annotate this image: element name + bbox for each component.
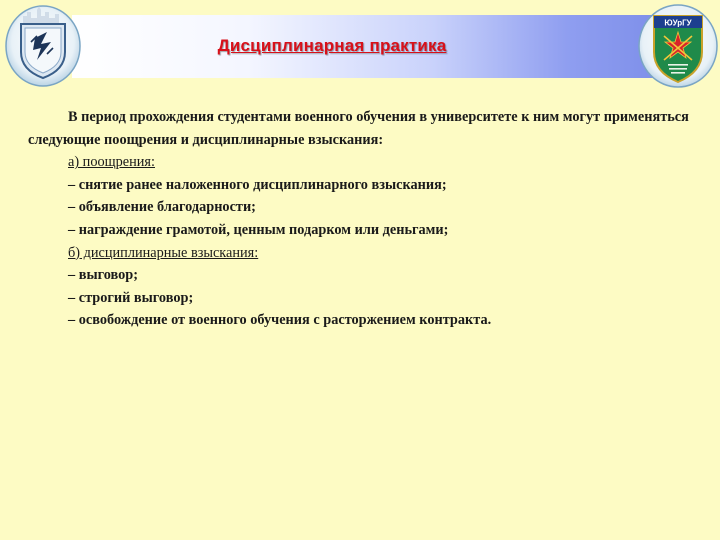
list-item: – снятие ранее наложенного дисциплинарного взыскания; <box>68 176 447 193</box>
intro-paragraph: В период прохождения студентами военного обучения в университете к ним могут применяться следующие поощрения и дисциплинарные взыскания: <box>28 109 689 148</box>
main-content <box>28 106 698 332</box>
list-item: – выговор; <box>68 267 139 284</box>
list-item: – строгий выговор; <box>68 289 194 306</box>
section-a-heading: а) поощрения: <box>68 154 155 171</box>
military-department-emblem-icon <box>636 2 720 88</box>
list-item: – объявление благодарности; <box>68 199 256 216</box>
list-item: – освобождение от военного обучения с расторжением контракта. <box>68 312 492 329</box>
emblem-text: ЮУрГУ <box>664 18 692 28</box>
list-item: – награждение грамотой, ценным подарком или деньгами; <box>68 221 449 238</box>
section-b-heading: б) дисциплинарные взыскания: <box>68 244 259 261</box>
university-crest-icon <box>1 2 81 88</box>
page-title: Дисциплинарная практика <box>217 36 447 55</box>
